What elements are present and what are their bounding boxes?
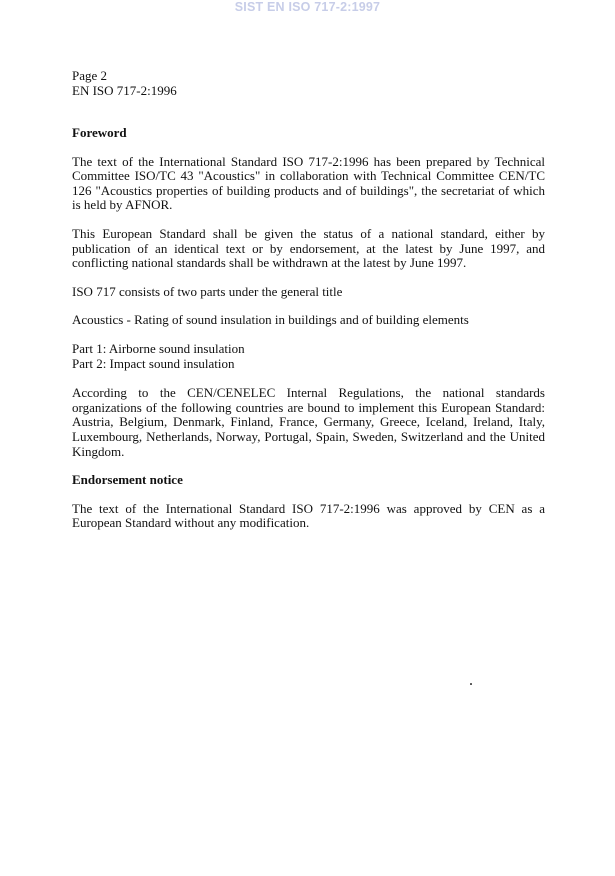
part-item: Part 2: Impact sound insulation bbox=[72, 355, 235, 371]
page-header bbox=[72, 68, 177, 98]
foreword-paragraph-4: According to the CEN/CENELEC Internal Regulations, the national standards organizations of the following countries are bound to implement this European Standard: Austria, Belgium, Denmark, Finland, France, Germany, Greece, Iceland, Ireland, Italy, Luxembourg, Netherlands, Norway, Portugal, Spain, Sweden, Switzerland and the United Kingdom. bbox=[72, 385, 545, 459]
document-body bbox=[72, 126, 545, 545]
foreword-paragraph-2: This European Standard shall be given the status of a national standard, either by publication of an identical text or by endorsement, at the latest by June 1997, and conflicting national standards shall be withdrawn at the latest by June 1997. bbox=[72, 225, 545, 271]
scan-speck bbox=[470, 683, 472, 685]
foreword-paragraph-3: ISO 717 consists of two parts under the general title bbox=[72, 283, 343, 299]
endorsement-text: The text of the International Standard ISO 717-2:1996 was approved by CEN as a European Standard without any modification. bbox=[72, 500, 545, 531]
watermark: SIST EN ISO 717-2:1997 bbox=[234, 0, 381, 14]
standard-reference: EN ISO 717-2:1996 bbox=[72, 83, 177, 98]
endorsement-title: Endorsement notice bbox=[72, 472, 183, 488]
foreword-paragraph-1: The text of the International Standard ISO 717-2:1996 has been prepared by Technical Committee ISO/TC 43 "Acoustics" in collaboration with Technical Committee CEN/TC 126 "Acoustics properties of building products and of buildings", the secretariat of which is held by AFNOR. bbox=[72, 153, 545, 213]
page-label: Page 2 bbox=[72, 68, 108, 83]
part-item: Part 1: Airborne sound insulation bbox=[72, 340, 245, 356]
parts-list bbox=[72, 342, 545, 371]
foreword-title: Foreword bbox=[72, 125, 127, 140]
general-title: Acoustics - Rating of sound insulation in buildings and of building elements bbox=[72, 312, 469, 328]
